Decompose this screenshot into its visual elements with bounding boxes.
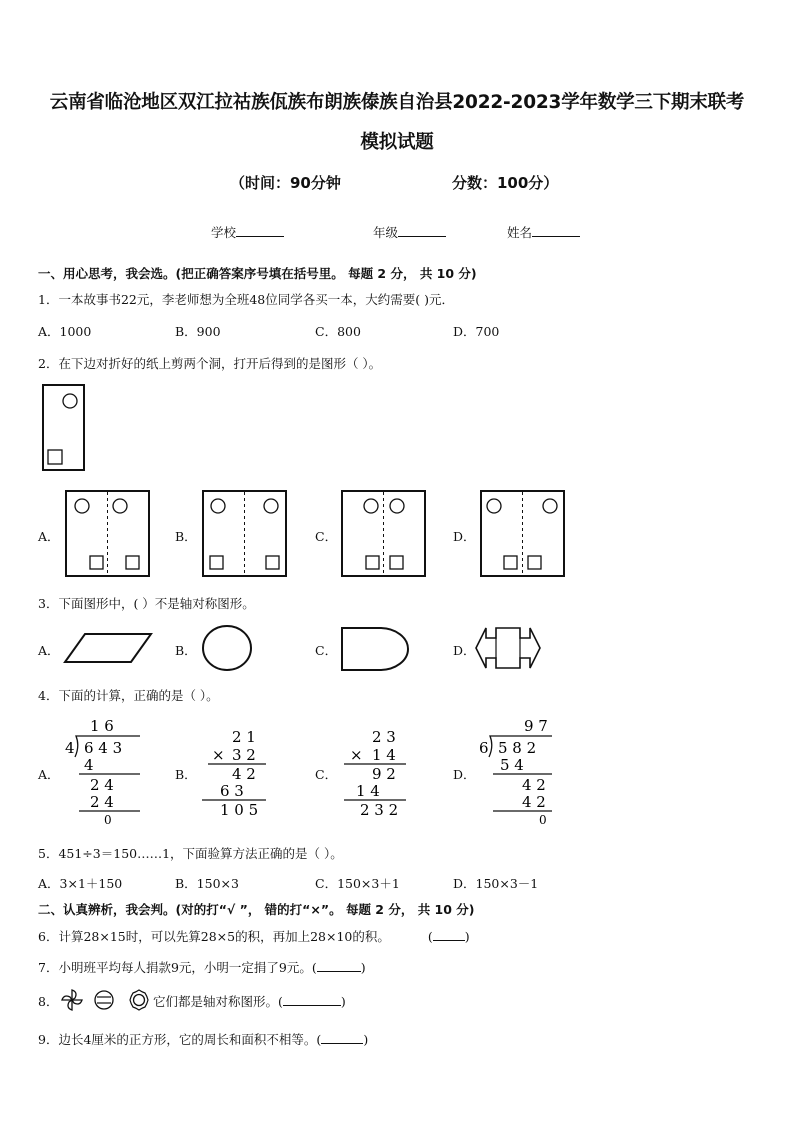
q2-option-c[interactable]: C． [315, 529, 338, 544]
flower-icon [127, 988, 151, 1012]
school-label: 学校 [211, 225, 237, 240]
question-1: 1．一本故事书22元，李老师想为全班48位同学各买一本，大约需要( )元． [38, 292, 454, 307]
calc-a-row3: 2 4 [90, 793, 114, 811]
q7-answer-blank[interactable] [317, 971, 361, 972]
q1-option-a[interactable]: A．1000 [38, 324, 92, 339]
calc-b-partial2: 6 3 [220, 782, 244, 800]
calc-d-row1: 5 4 [500, 756, 524, 774]
calc-b-operator: × [212, 746, 225, 764]
calc-d-dividend: 5 8 2 [498, 739, 537, 757]
grade-field[interactable] [373, 223, 446, 241]
q2-option-d[interactable]: D． [453, 529, 476, 544]
question-8-text: 它们都是轴对称图形。 [153, 994, 279, 1009]
q3-option-c[interactable]: C． [315, 643, 338, 658]
calc-a-dividend: 6 4 3 [84, 739, 123, 757]
question-9: 9．边长4厘米的正方形，它的周长和面积不相等。( ) [38, 1032, 369, 1047]
exam-time: （时间：90分钟 [230, 174, 341, 192]
question-5: 5．451÷3＝150……1，下面验算方法正确的是（ ）。 [38, 846, 343, 861]
page-title-line2: 模拟试题 [360, 132, 434, 153]
question-7-text: 7．小明班平均每人捐款9元，小明一定捐了9元。 [38, 960, 312, 975]
question-6: 6．计算28×15时，可以先算28×5的积，再加上28×10的积。 ( ) [38, 929, 470, 944]
q5-option-b[interactable]: B．150×3 [175, 876, 239, 891]
question-8-number: 8． [38, 994, 59, 1009]
question-4: 4．下面的计算，正确的是（ ）。 [38, 688, 219, 703]
question-8-statement: 它们都是轴对称图形。( ) [153, 994, 346, 1009]
q5-option-c[interactable]: C．150×3＋1 [315, 876, 400, 891]
question-9-text: 9．边长4厘米的正方形，它的周长和面积不相等。 [38, 1032, 317, 1047]
calc-c-multiplicand: 2 3 [372, 728, 396, 746]
pinwheel-icon [60, 988, 84, 1012]
question-6-text: 6．计算28×15时，可以先算28×5的积，再加上28×10的积。 [38, 929, 390, 944]
question-7: 7．小明班平均每人捐款9元，小明一定捐了9元。( ) [38, 960, 366, 975]
q2-option-a[interactable]: A． [38, 529, 60, 544]
calc-c-partial1: 9 2 [372, 765, 396, 783]
q3-option-b[interactable]: B． [175, 643, 197, 658]
q1-option-d[interactable]: D．700 [453, 324, 500, 339]
calc-d-row2: 4 2 [522, 776, 546, 794]
q4-option-b[interactable]: B． [175, 767, 197, 782]
q4-calc-b[interactable] [198, 725, 278, 820]
q4-calc-d[interactable] [476, 714, 566, 826]
q4-calc-a[interactable] [62, 714, 152, 826]
q2-figure-b[interactable] [202, 490, 287, 578]
q8-answer-blank[interactable] [283, 1005, 341, 1006]
calc-a-row2: 2 4 [90, 776, 114, 794]
question-3: 3．下面图形中，( ）不是轴对称图形。 [38, 596, 255, 611]
grade-label: 年级 [373, 225, 399, 240]
name-field[interactable] [507, 223, 580, 241]
calc-c-multiplier: 1 4 [372, 746, 396, 764]
q6-answer-blank[interactable] [433, 940, 465, 941]
calc-d-divisor: 6 [479, 739, 489, 757]
section1-heading: 一、用心思考，我会选。(把正确答案序号填在括号里。 每题 2 分， 共 10 分) [38, 266, 477, 281]
q3-parallelogram-shape[interactable] [63, 632, 155, 666]
q5-option-d[interactable]: D．150×3－1 [453, 876, 539, 891]
calc-a-remainder: 0 [104, 813, 112, 826]
circle-lines-icon [93, 989, 115, 1011]
question-8 [38, 992, 58, 1010]
calc-a-row1: 4 [84, 756, 94, 774]
question-2: 2．在下边对折好的纸上剪两个洞，打开后得到的是图形（ ）。 [38, 356, 382, 371]
q5-option-a[interactable]: A．3×1＋150 [38, 876, 123, 891]
calc-b-result: 1 0 5 [220, 801, 259, 819]
q3-option-a[interactable]: A． [38, 643, 60, 658]
q4-option-c[interactable]: C． [315, 767, 338, 782]
calc-d-quotient: 9 7 [524, 717, 548, 735]
exam-score: 分数：100分） [452, 174, 559, 192]
calc-d-row3: 4 2 [522, 793, 546, 811]
q4-option-d[interactable]: D． [453, 767, 476, 782]
q1-option-b[interactable]: B．900 [175, 324, 221, 339]
q3-circle-shape[interactable] [200, 624, 254, 672]
q4-calc-c[interactable] [338, 725, 418, 820]
calc-b-multiplier: 3 2 [232, 746, 256, 764]
name-label: 姓名 [507, 225, 533, 240]
q2-figure-a[interactable] [65, 490, 150, 578]
page-title-line1: 云南省临沧地区双江拉祜族佤族布朗族傣族自治县2022-2023学年数学三下期末联考 [49, 92, 745, 113]
q4-option-a[interactable]: A． [38, 767, 60, 782]
q1-option-c[interactable]: C．800 [315, 324, 361, 339]
calc-b-partial1: 4 2 [232, 765, 256, 783]
calc-c-result: 2 3 2 [360, 801, 399, 819]
calc-d-remainder: 0 [539, 813, 547, 826]
calc-a-divisor: 4 [65, 739, 75, 757]
calc-b-multiplicand: 2 1 [232, 728, 256, 746]
q2-option-b[interactable]: B． [175, 529, 197, 544]
section2-heading: 二、认真辨析，我会判。(对的打“√ ”， 错的打“×”。 每题 2 分， 共 10 分) [38, 902, 475, 917]
q9-answer-blank[interactable] [321, 1043, 363, 1044]
q3-cross-arrow-shape[interactable] [474, 622, 542, 674]
q2-figure-d[interactable] [480, 490, 565, 578]
folded-paper-figure [42, 384, 86, 472]
calc-a-quotient: 1 6 [90, 717, 114, 735]
school-field[interactable] [211, 223, 284, 241]
q3-option-d[interactable]: D． [453, 643, 476, 658]
q3-d-shape[interactable] [340, 626, 412, 672]
q2-figure-c[interactable] [341, 490, 426, 578]
calc-c-operator: × [350, 746, 363, 764]
calc-c-partial2: 1 4 [356, 782, 380, 800]
